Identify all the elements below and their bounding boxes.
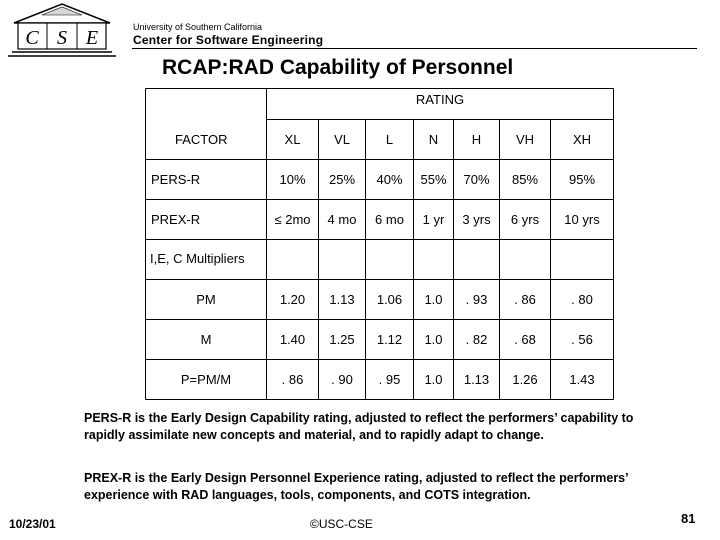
table-cell: 40% xyxy=(376,172,403,187)
svg-text:S: S xyxy=(57,27,67,49)
row-label-prex-r: PREX-R xyxy=(151,212,201,227)
table-cell: . 86 xyxy=(514,292,536,307)
table-cell: 1.13 xyxy=(329,292,355,307)
table-cell: 1.13 xyxy=(463,372,490,387)
table-cell: 1 yr xyxy=(422,212,445,227)
note-pers-r: PERS-R is the Early Design Capability rating, adjusted to reflect the performers’ capability to rapidly assimilate new concepts and material, and to rapidly adapt to change. xyxy=(84,411,634,442)
table-cell: 25% xyxy=(328,172,356,187)
table-cell: 1.0 xyxy=(424,332,443,347)
table-cell: 85% xyxy=(511,172,539,187)
table-cell: 1.0 xyxy=(424,292,443,307)
rating-level-h: H xyxy=(471,132,482,147)
table-cell: 1.26 xyxy=(512,372,538,387)
note-prex-r: PREX-R is the Early Design Personnel Experience rating, adjusted to reflect the performers’ experience with RAD languages, tools, components, and COTS integration. xyxy=(84,471,628,502)
table-cell: 3 yrs xyxy=(462,212,491,227)
table-cell: . 90 xyxy=(331,372,353,387)
row-label-m: M xyxy=(200,332,212,347)
footer-date: 10/23/01 xyxy=(9,517,56,531)
rating-level-vh: VH xyxy=(515,132,535,147)
row-label-p: P=PM/M xyxy=(180,372,232,387)
svg-text:C: C xyxy=(25,27,39,49)
table-cell: ≤ 2mo xyxy=(274,212,311,227)
table-cell: . 56 xyxy=(571,332,593,347)
table-cell: . 68 xyxy=(514,332,536,347)
table-cell: 1.43 xyxy=(569,372,595,387)
table-cell: 6 mo xyxy=(375,212,404,227)
slide-title: RCAP:RAD Capability of Personnel xyxy=(162,56,514,79)
page-number: 81 xyxy=(681,511,696,526)
table-cell: 1.12 xyxy=(376,332,403,347)
footer-copyright: ©USC-CSE xyxy=(310,517,373,531)
table-cell: 1.25 xyxy=(329,332,355,347)
rating-group-header: RATING xyxy=(415,92,465,107)
table-cell: 1.40 xyxy=(279,332,306,347)
table-cell: . 93 xyxy=(465,292,488,307)
table-cell: 1.20 xyxy=(279,292,306,307)
svg-text:E: E xyxy=(85,27,99,49)
factor-header: FACTOR xyxy=(175,132,228,147)
rating-level-vl: VL xyxy=(334,132,350,147)
rating-level-xh: XH xyxy=(572,132,592,147)
row-label-pm: PM xyxy=(196,292,216,307)
table-cell: . 80 xyxy=(571,292,593,307)
table-cell: 70% xyxy=(463,172,490,187)
org-university: University of Southern California xyxy=(133,22,263,32)
table-cell: 55% xyxy=(420,172,447,187)
table-cell: 95% xyxy=(568,172,596,187)
table-cell: . 82 xyxy=(465,332,488,347)
org-center: Center for Software Engineering xyxy=(133,33,324,47)
table-cell: . 86 xyxy=(281,372,304,387)
table-cell: 1.06 xyxy=(376,292,403,307)
rating-level-l: L xyxy=(385,132,394,147)
row-label-pers-r: PERS-R xyxy=(151,172,201,187)
table-cell: 6 yrs xyxy=(510,212,540,227)
table-cell: 1.0 xyxy=(424,372,443,387)
rating-level-xl: XL xyxy=(284,132,301,147)
table-cell: 10 yrs xyxy=(564,212,600,227)
table-cell: . 95 xyxy=(378,372,401,387)
section-label-multipliers: I,E, C Multipliers xyxy=(150,251,245,266)
rating-level-n: N xyxy=(428,132,439,147)
table-cell: 10% xyxy=(279,172,306,187)
table-cell: 4 mo xyxy=(327,212,357,227)
